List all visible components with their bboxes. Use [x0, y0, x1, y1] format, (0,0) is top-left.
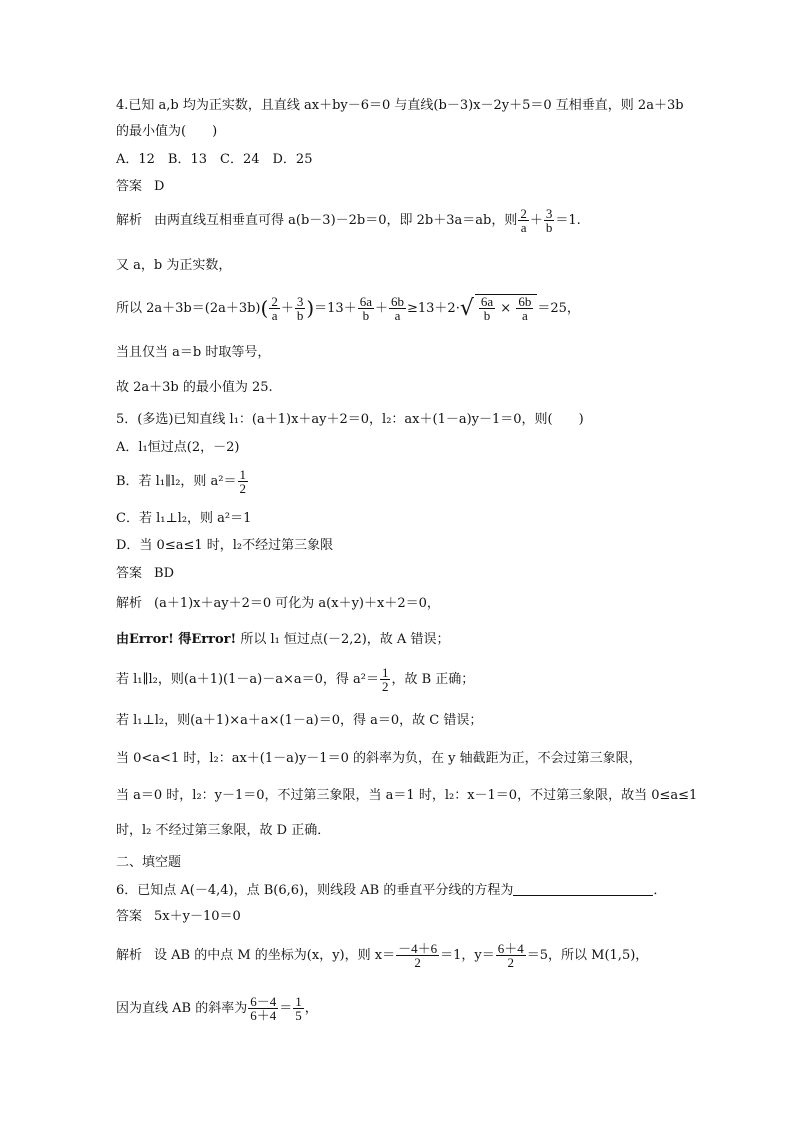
q4-analysis-line5: 故 2a＋3b 的最小值为 25.	[116, 380, 273, 395]
analysis-label: 解析	[116, 596, 143, 611]
analysis-label: 解析	[116, 948, 143, 963]
q4-options: A．12 B．13 C．24 D．25	[116, 152, 313, 167]
section-title: 二、填空题	[116, 855, 182, 870]
answer-value: BD	[154, 566, 174, 581]
q6-analysis-line2: 因为直线 AB 的斜率为 $\frac{6-4}{6+4}$ ＝ $\frac{1}{5}$ ，	[116, 994, 318, 1023]
q5-option-b: B．若 l₁∥l₂，则 a²＝ $\frac{1}{2}$	[116, 467, 247, 496]
q6-stem: 6．已知点 A(－4,4)，点 B(6,6)，则线段 AB 的垂直平分线的方程为 ．	[116, 883, 667, 898]
q5-analysis-line2: 由Error! 得Error! 所以 l₁ 恒过点(－2,2)，故 A 错误；	[116, 632, 450, 647]
answer-label: 答案	[116, 909, 143, 924]
q5-answer	[116, 566, 174, 582]
q5-analysis-line6: 当 a＝0 时，l₂：y－1＝0，不过第三象限，当 a＝1 时，l₂：x－1＝0，不过第三象限，故当 0≤a≤1	[116, 788, 698, 803]
q6-analysis-line1: 解析 设 AB 的中点 M 的坐标为(x，y)，则 x＝ $\frac{-4+6}{2}$ ＝1，y＝ $\frac{6+4}{2}$ ＝5，所以 M(1,5)，	[116, 941, 649, 970]
q5-analysis-line3: 若 l₁∥l₂，则(a＋1)(1－a)－a×a＝0，得 a²＝ $\frac{1}{2}$ ，故 B 正确；	[116, 665, 475, 694]
fraction: $\frac{6a}{b}$	[359, 294, 372, 323]
fraction: $\frac{6-4}{6+4}$	[250, 994, 277, 1023]
q6-answer	[116, 909, 241, 925]
q4-stem-line2: 的最小值为( )	[116, 124, 218, 139]
q5-option-c: C．若 l₁⊥l₂，则 a²＝1	[116, 511, 252, 526]
q4-analysis-line1: 解析 由两直线互相垂直可得 a(b－3)－2b＝0，即 2b＋3a＝ab，则 $\frac{2}{a}$ ＋ $\frac{3}{b}$ ＝1.	[116, 206, 581, 235]
q4-analysis-line3: 所以 2a＋3b＝(2a＋3b)( $\frac{2}{a}$ ＋ $\frac{3}{b}$ )＝13＋ $\frac{6a}{b}$ ＋ $\frac{6b}{a}$ ≥13＋2·√ $\frac{6a}{b}$ × $\frac{6b}{a}$ ＝25，	[116, 294, 580, 323]
q5-option-a: A．l₁恒过点(2，－2)	[116, 440, 240, 455]
q5-option-d: D．当 0≤a≤1 时，l₂不经过第三象限	[116, 538, 334, 553]
sqrt-body: $\frac{6a}{b}$ × $\frac{6b}{a}$	[475, 294, 537, 322]
fraction: $\frac{-4+6}{2}$	[398, 941, 438, 970]
fraction: $\frac{1}{2}$	[381, 665, 389, 694]
answer-blank	[513, 883, 653, 896]
q5-stem: 5．(多选)已知直线 l₁：(a＋1)x＋ay＋2＝0，l₂：ax＋(1－a)y－1＝0，则( )	[116, 412, 584, 427]
answer-label: 答案	[116, 566, 143, 581]
fraction: $\frac{3}{b}$	[296, 294, 304, 323]
fraction: $\frac{2}{a}$	[271, 294, 278, 323]
fraction: $\frac{3}{b}$	[545, 206, 553, 235]
q4-analysis-line4: 当且仅当 a＝b 时取等号，	[116, 345, 271, 360]
answer-value: 5x＋y－10＝0	[154, 909, 241, 924]
answer-label: 答案	[116, 179, 143, 194]
fraction: $\frac{6b}{a}$	[391, 294, 404, 323]
analysis-label: 解析	[116, 213, 143, 228]
sqrt-icon: √	[459, 296, 474, 321]
fraction: $\frac{2}{a}$	[520, 206, 527, 235]
fraction: $\frac{1}{2}$	[239, 467, 247, 496]
q5-analysis-line7: 时，l₂ 不经过第三象限，故 D 正确．	[116, 823, 331, 838]
answer-value: D	[154, 179, 165, 194]
fraction: $\frac{6+4}{2}$	[497, 941, 524, 970]
fraction: $\frac{1}{5}$	[295, 994, 302, 1023]
q5-analysis-line4: 若 l₁⊥l₂，则(a＋1)×a＋a×(1－a)＝0，得 a＝0，故 C 错误；	[116, 713, 483, 728]
q4-analysis-line2: 又 a，b 为正实数，	[116, 258, 232, 273]
q5-analysis-line1: 解析 (a＋1)x＋ay＋2＝0 可化为 a(x＋y)＋x＋2＝0，	[116, 596, 440, 611]
q5-analysis-line5: 当 0<a<1 时，l₂：ax＋(1－a)y－1＝0 的斜率为负，在 y 轴截距为正，不会过第三象限，	[116, 751, 642, 766]
q4-answer	[116, 179, 164, 195]
analysis-text: 由两直线互相垂直可得 a(b－3)－2b＝0，即 2b＋3a＝ab，则	[154, 213, 518, 228]
q4-stem-line1: 4.已知 a,b 均为正实数，且直线 ax＋by－6＝0 与直线(b－3)x－2y＋5＝0 互相垂直，则 2a＋3b	[116, 98, 684, 113]
